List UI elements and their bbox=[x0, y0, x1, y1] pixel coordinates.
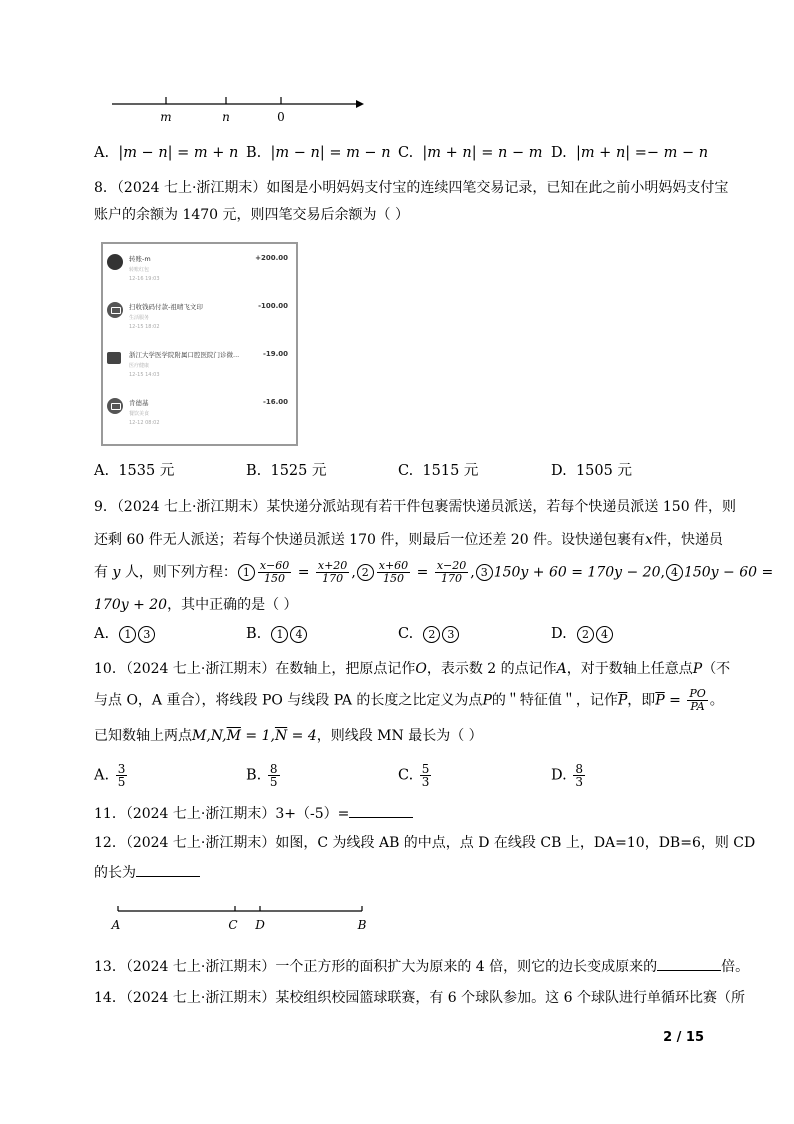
q9-stem-line1: 9．（2024 七上·浙江期末）某快递分派站现有若干件包裹需快递员派送，若每个快递员派送 150 件，则 bbox=[94, 499, 737, 515]
q10-stem-line3: 已知数轴上两点$M,N,\overline{M} = 1,\overline{N} = 4$，则线段 MN 最长为（ ） bbox=[94, 728, 483, 744]
point-label-d: D bbox=[255, 918, 265, 932]
q8-stem-line1: 8．（2024 七上·浙江期末）如图是小明妈妈支付宝的连续四笔交易记录，已知在此之前小明妈妈支付宝 bbox=[94, 180, 729, 196]
q10-option-d: D. $\frac{8}{3}$ bbox=[551, 762, 583, 789]
q12-stem-line2: 的长为 bbox=[94, 862, 200, 883]
q10-option-c: C. $\frac{5}{3}$ bbox=[398, 762, 430, 789]
q10-option-b: B. $\frac{8}{5}$ bbox=[246, 762, 278, 789]
q9-option-d: D. 2 4 bbox=[551, 624, 614, 644]
q7-number-line bbox=[108, 92, 368, 126]
q7-option-c: C. |m + n| = n − m bbox=[398, 145, 543, 161]
q7-option-a: A. |m − n| = m + n bbox=[94, 145, 239, 161]
record-row: 肯德基 -16.00 餐饮美食 12-12 08:02 bbox=[107, 392, 290, 438]
q10-stem-line2: 与点 O，A 重合），将线段 PO 与线段 PA 的长度之比定义为点P的＂特征值＂，记作$\overline{P}$，即$\overline{P}$ = $\frac{PO}{PA}$ 。 bbox=[94, 687, 724, 713]
q8-stem-line2: 账户的余额为 1470 元，则四笔交易后余额为（ ） bbox=[94, 207, 409, 223]
page-number: 2 / 15 bbox=[663, 1030, 704, 1045]
q9-stem-line4: 170y + 20，其中正确的是（ ） bbox=[94, 597, 298, 613]
q8-option-b: B. 1525 元 bbox=[246, 463, 327, 479]
transfer-icon bbox=[107, 254, 123, 270]
q12-stem-line1: 12．（2024 七上·浙江期末）如图，C 为线段 AB 的中点，点 D 在线段 CB 上，DA=10，DB=6，则 CD bbox=[94, 835, 756, 851]
q8-option-d: D. 1505 元 bbox=[551, 463, 632, 479]
q9-option-b: B. 1 4 bbox=[246, 624, 308, 644]
q13-stem: 13．（2024 七上·浙江期末）一个正方形的面积扩大为原来的 4 倍，则它的边长变成原来的 倍。 bbox=[94, 956, 749, 977]
q9-option-a: A. 1 3 bbox=[94, 624, 156, 644]
axis-label-n: n bbox=[222, 110, 230, 124]
point-label-a: A bbox=[111, 918, 121, 932]
record-row: 浙江大学医学院附属口腔医院门诊微... -19.00 医疗健康 12-15 14:03 bbox=[107, 344, 290, 390]
q12-answer-blank[interactable] bbox=[136, 862, 200, 877]
q8-option-c: C. 1515 元 bbox=[398, 463, 479, 479]
axis-label-0: 0 bbox=[277, 110, 285, 124]
point-label-b: B bbox=[357, 918, 367, 932]
axis-label-m: m bbox=[160, 110, 172, 124]
record-row: 转账-m +200.00 转账红包 12-16 19:03 bbox=[107, 248, 290, 294]
q13-answer-blank[interactable] bbox=[657, 956, 721, 971]
q11-answer-blank[interactable] bbox=[349, 803, 413, 818]
hospital-icon bbox=[107, 352, 121, 364]
shop-icon bbox=[107, 302, 123, 318]
q11-stem: 11．（2024 七上·浙江期末）3+（-5）= bbox=[94, 803, 413, 824]
q9-option-c: C. 2 3 bbox=[398, 624, 460, 644]
food-icon bbox=[107, 398, 123, 414]
q7-option-d: D. |m + n| =− m − n bbox=[551, 145, 709, 161]
q7-option-b: B. |m − n| = m − n bbox=[246, 145, 391, 161]
point-label-c: C bbox=[228, 918, 238, 932]
alipay-records-image bbox=[101, 242, 298, 446]
q8-option-a: A. 1535 元 bbox=[94, 463, 175, 479]
q10-option-a: A. $\frac{3}{5}$ bbox=[94, 762, 126, 789]
q9-stem-line2: 还剩 60 件无人派送；若每个快递员派送 170 件，则最后一位还差 20 件。设快递包裹有x件，快递员 bbox=[94, 532, 723, 548]
q12-segment-diagram bbox=[108, 902, 378, 934]
record-row: 扫收钱码付款-祖晴飞文印 -100.00 生活服务 12-15 18:02 bbox=[107, 296, 290, 342]
q14-stem: 14．（2024 七上·浙江期末）某校组织校园篮球联赛，有 6 个球队参加。这 6 个球队进行单循环比赛（所 bbox=[94, 990, 745, 1006]
q9-stem-line3: 有 y 人，则下列方程： 1 $\frac{x-60}{150}$ = $\frac{x+20}{170}$ , 2 $\frac{x+60}{150}$ = $\frac{x-20}{170}$ , 3 150y + 60 = 170y − 20, 4 150y − 60 = bbox=[94, 559, 774, 585]
q10-stem-line1: 10．（2024 七上·浙江期末）在数轴上，把原点记作O，表示数 2 的点记作A，对于数轴上任意点P（不 bbox=[94, 661, 731, 677]
